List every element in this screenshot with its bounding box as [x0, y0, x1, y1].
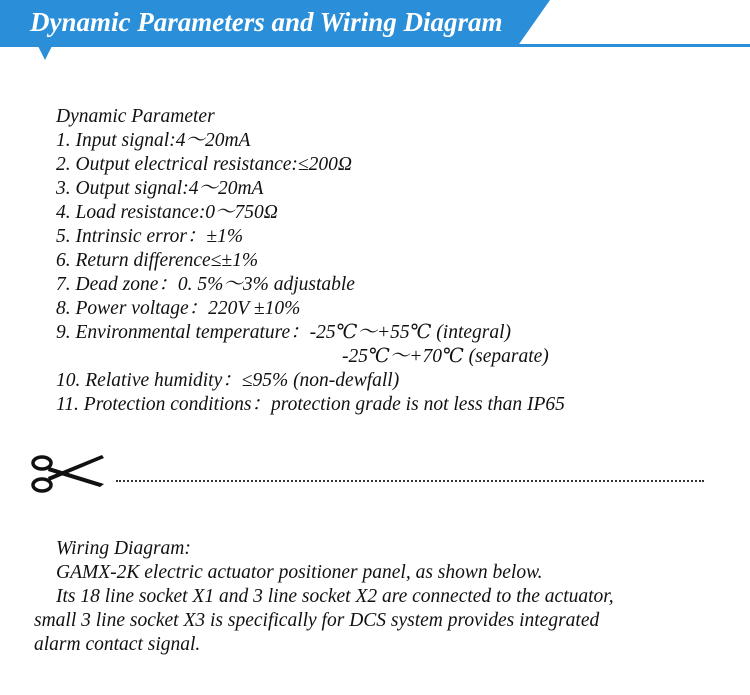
parameter-item: 5. Intrinsic error：±1%	[56, 226, 244, 247]
parameter-item-continuation: -25℃～+70℃ (separate)	[342, 346, 549, 367]
section-header	[0, 0, 750, 48]
wiring-line: Its 18 line socket X1 and 3 line socket X2 are connected to the actuator,	[56, 586, 614, 607]
parameters-heading: Dynamic Parameter	[56, 106, 215, 127]
parameter-item: 9. Environmental temperature：-25℃～+55℃ (integral)	[56, 322, 512, 343]
parameter-item: 1. Input signal:4～20mA	[56, 130, 251, 151]
scissors-icon	[30, 454, 106, 494]
parameter-item: 2. Output electrical resistance:≤200Ω	[56, 154, 352, 175]
parameter-item: 4. Load resistance:0～750Ω	[56, 202, 278, 223]
parameter-item: 7. Dead zone：0. 5%～3% adjustable	[56, 274, 355, 295]
wiring-line: small 3 line socket X3 is specifically for DCS system provides integrated	[34, 610, 600, 631]
parameter-item: 11. Protection conditions：protection grade is not less than IP65	[56, 394, 565, 415]
wiring-line: alarm contact signal.	[34, 634, 201, 655]
parameter-item: 10. Relative humidity：≤95% (non-dewfall)	[56, 370, 400, 391]
parameter-item: 8. Power voltage：220V ±10%	[56, 298, 301, 319]
wiring-line: GAMX-2K electric actuator positioner panel, as shown below.	[56, 562, 543, 583]
wiring-heading: Wiring Diagram:	[56, 538, 191, 559]
header-pointer	[38, 46, 52, 60]
parameter-item: 3. Output signal:4～20mA	[56, 178, 264, 199]
cut-line-divider	[116, 480, 704, 482]
page-title: Dynamic Parameters and Wiring Diagram	[30, 7, 503, 37]
parameter-item: 6. Return difference≤±1%	[56, 250, 259, 271]
